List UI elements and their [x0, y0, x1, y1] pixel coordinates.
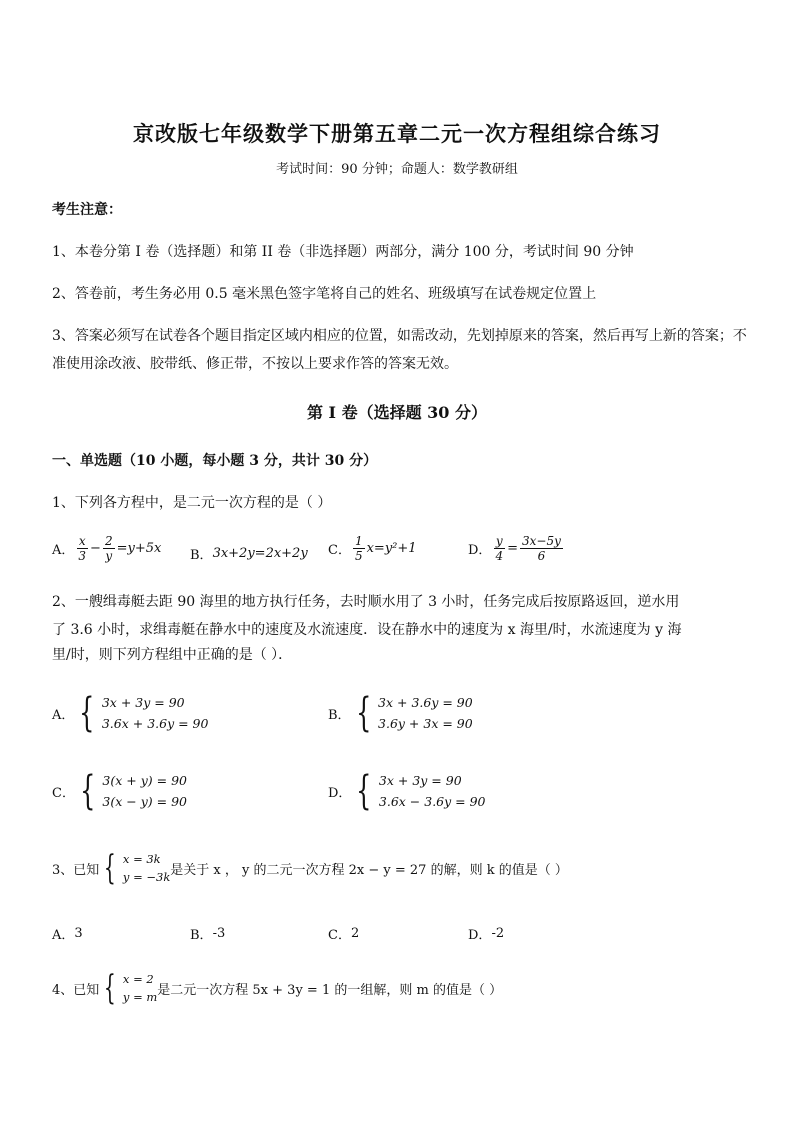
q1-d-frac2-num: 3x−5y	[521, 534, 561, 548]
q4-eq1: x = 2	[122, 972, 154, 986]
q2-c-label: C．	[52, 785, 75, 801]
q2-c-system	[75, 770, 187, 812]
q3-prefix: 3、已知	[52, 862, 100, 878]
q3-system	[99, 850, 170, 886]
q1-a-frac2	[103, 534, 115, 563]
q1-option-d	[468, 534, 565, 563]
q2-b-label: B．	[328, 707, 351, 723]
q4-system	[99, 970, 157, 1006]
q2-c-eq1: 3(x + y) = 90	[102, 773, 187, 788]
left-brace-icon: {	[80, 768, 96, 814]
q1-option-b	[190, 544, 308, 563]
q1-d-eq: =	[507, 541, 518, 556]
q2-b-eq1: 3x + 3.6y = 90	[378, 695, 473, 710]
q1-option-a	[52, 534, 161, 563]
q1-a-label: A．	[52, 543, 75, 558]
q1-c-label: C．	[328, 543, 351, 558]
q3-c-label: C．	[328, 928, 351, 943]
q1-a-frac2-den: y	[105, 549, 113, 563]
q1-d-frac1	[493, 534, 505, 563]
q1-c-frac-den: 5	[354, 549, 363, 563]
q1-d-frac2	[520, 534, 563, 563]
q4-stem	[52, 970, 502, 1006]
q1-a-frac1-num: x	[78, 534, 86, 548]
exam-title: 京改版七年级数学下册第五章二元一次方程组综合练习	[133, 121, 661, 146]
q3-stem	[52, 850, 568, 886]
q1-c-frac	[353, 534, 365, 563]
q2-b-system	[351, 692, 473, 734]
q1-c-frac-num: 1	[354, 534, 363, 548]
q1-c-rest: x=y²+1	[366, 541, 417, 556]
notice-heading: 考生注意：	[52, 202, 122, 218]
q3-option-a	[52, 924, 83, 943]
q4-eq2: y = m	[122, 990, 158, 1004]
q3-b-label: B．	[190, 928, 213, 943]
q2-a-eq2: 3.6x + 3.6y = 90	[101, 716, 209, 731]
q1-b-label: B．	[190, 548, 213, 563]
q1-a-rest: =y+5x	[116, 541, 162, 556]
q2-a-system	[74, 692, 208, 734]
q4-prefix: 4、已知	[52, 982, 100, 998]
notice-item-2: 2、答卷前，考生务必用 0.5 毫米黑色签字笔将自己的姓名、班级填写在试卷规定位置上	[52, 286, 597, 302]
q2-stem-line3: 里/时，则下列方程组中正确的是（ ）．	[52, 647, 293, 663]
left-brace-icon: {	[104, 848, 117, 888]
q1-a-frac1	[76, 534, 88, 563]
exam-subtitle: 考试时间：90 分钟；命题人：数学教研组	[276, 162, 518, 177]
q1-d-label: D．	[468, 543, 492, 558]
q1-option-c	[328, 534, 417, 563]
q3-option-b	[190, 924, 225, 943]
q3-option-c	[328, 924, 359, 943]
q1-d-frac1-den: 4	[495, 549, 504, 563]
q4-suffix: 是二元一次方程 5x + 3y = 1 的一组解，则 m 的值是（ ）	[157, 982, 503, 998]
q1-a-minus: −	[90, 541, 101, 556]
q2-stem-line1: 2、一艘缉毒艇去距 90 海里的地方执行任务，去时顺水用了 3 小时，任务完成后按原路返回，逆水用	[52, 594, 680, 610]
q1-a-frac1-den: 3	[78, 549, 87, 563]
left-brace-icon: {	[104, 968, 117, 1008]
q2-d-label: D．	[328, 785, 352, 801]
q2-option-b	[328, 692, 473, 734]
q3-eq2: y = −3k	[122, 870, 171, 884]
q2-a-label: A．	[52, 707, 75, 723]
q3-b-value: -3	[212, 926, 226, 941]
left-brace-icon: {	[356, 768, 372, 814]
q2-option-a	[52, 692, 208, 734]
q3-a-value: 3	[74, 926, 83, 941]
q2-option-c	[52, 770, 187, 812]
q2-a-eq1: 3x + 3y = 90	[101, 695, 185, 710]
q2-d-eq1: 3x + 3y = 90	[378, 773, 462, 788]
q3-eq1: x = 3k	[122, 852, 161, 866]
q3-c-value: 2	[350, 926, 360, 941]
notice-item-1: 1、本卷分第 I 卷（选择题）和第 II 卷（非选择题）两部分，满分 100 分，考试时间 90 分钟	[52, 244, 634, 260]
q3-d-value: -2	[491, 926, 505, 941]
q2-d-system	[351, 770, 485, 812]
q3-suffix: 是关于 x ， y 的二元一次方程 2x − y = 27 的解，则 k 的值是（ ）	[170, 862, 568, 878]
q1-d-frac1-num: y	[495, 534, 503, 548]
q2-option-d	[328, 770, 486, 812]
q1-b-text: 3x+2y=2x+2y	[212, 546, 308, 561]
section-title: 第 I 卷（选择题 30 分）	[306, 403, 488, 422]
q2-stem-line2: 了 3.6 小时，求缉毒艇在静水中的速度及水流速度．设在静水中的速度为 x 海里/时，水流速度为 y 海	[52, 622, 682, 638]
q1-d-frac2-den: 6	[537, 549, 546, 563]
q3-d-label: D．	[468, 928, 492, 943]
q3-option-d	[468, 924, 504, 943]
part-heading: 一、单选题（10 小题，每小题 3 分，共计 30 分）	[52, 453, 378, 469]
q1-stem: 1、下列各方程中，是二元一次方程的是（ ）	[52, 495, 332, 511]
notice-item-3: 3、答案必须写在试卷各个题目指定区域内相应的位置，如需改动，先划掉原来的答案，然后再写上新的答案；不准使用涂改液、胶带纸、修正带，不按以上要求作答的答案无效。	[52, 328, 747, 372]
q3-a-label: A．	[52, 928, 75, 943]
q2-b-eq2: 3.6y + 3x = 90	[378, 716, 473, 731]
q2-c-eq2: 3(x − y) = 90	[102, 794, 187, 809]
q2-d-eq2: 3.6x − 3.6y = 90	[378, 794, 486, 809]
left-brace-icon: {	[355, 690, 371, 736]
left-brace-icon: {	[79, 690, 95, 736]
q1-a-frac2-num: 2	[104, 534, 113, 548]
